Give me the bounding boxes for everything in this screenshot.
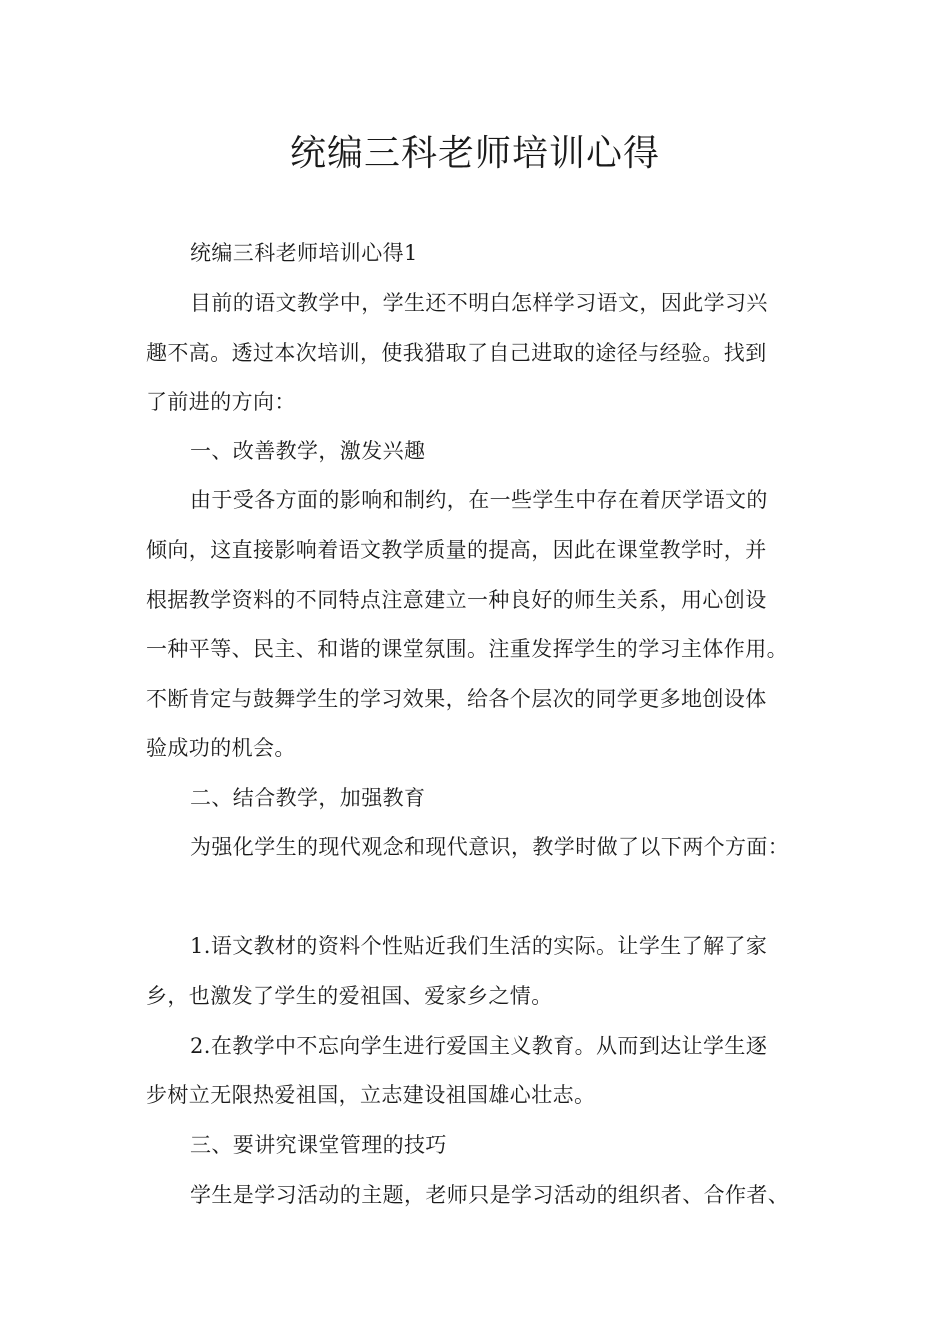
paragraph-line: 了前进的方向： xyxy=(146,390,296,414)
paragraph-line: 学生是学习活动的主题，老师只是学习活动的组织者、合作者、 xyxy=(190,1183,790,1207)
paragraph-line: 目前的语文教学中，学生还不明白怎样学习语文，因此学习兴 xyxy=(190,291,768,315)
paragraph-line: 趣不高。透过本次培训，使我猎取了自己进取的途径与经验。找到 xyxy=(146,341,767,365)
paragraph-line: 根据教学资料的不同特点注意建立一种良好的师生关系，用心创设 xyxy=(146,588,767,612)
section-heading: 统编三科老师培训心得1 xyxy=(190,241,418,265)
section-heading: 三、要讲究课堂管理的技巧 xyxy=(190,1133,447,1157)
paragraph-line: 不断肯定与鼓舞学生的学习效果，给各个层次的同学更多地创设体 xyxy=(146,687,767,711)
paragraph-line: 一种平等、民主、和谐的课堂氛围。注重发挥学生的学习主体作用。 xyxy=(146,637,788,661)
section-heading: 二、结合教学，加强教育 xyxy=(190,786,426,810)
page-title: 统编三科老师培训心得 xyxy=(289,133,660,174)
paragraph-line: 2.在教学中不忘向学生进行爱国主义教育。从而到达让学生逐 xyxy=(190,1034,768,1058)
paragraph-line: 乡，也激发了学生的爱祖国、爱家乡之情。 xyxy=(146,984,553,1008)
section-heading: 一、改善教学，激发兴趣 xyxy=(190,439,426,463)
paragraph-line: 步树立无限热爱祖国，立志建设祖国雄心壮志。 xyxy=(146,1083,596,1107)
paragraph-line: 1.语文教材的资料个性贴近我们生活的实际。让学生了解了家 xyxy=(190,934,768,958)
paragraph-line: 由于受各方面的影响和制约，在一些学生中存在着厌学语文的 xyxy=(190,488,768,512)
paragraph-line: 倾向，这直接影响着语文教学质量的提高，因此在课堂教学时，并 xyxy=(146,538,767,562)
paragraph-line: 验成功的机会。 xyxy=(146,736,296,760)
paragraph-line: 为强化学生的现代观念和现代意识，教学时做了以下两个方面： xyxy=(190,835,790,859)
